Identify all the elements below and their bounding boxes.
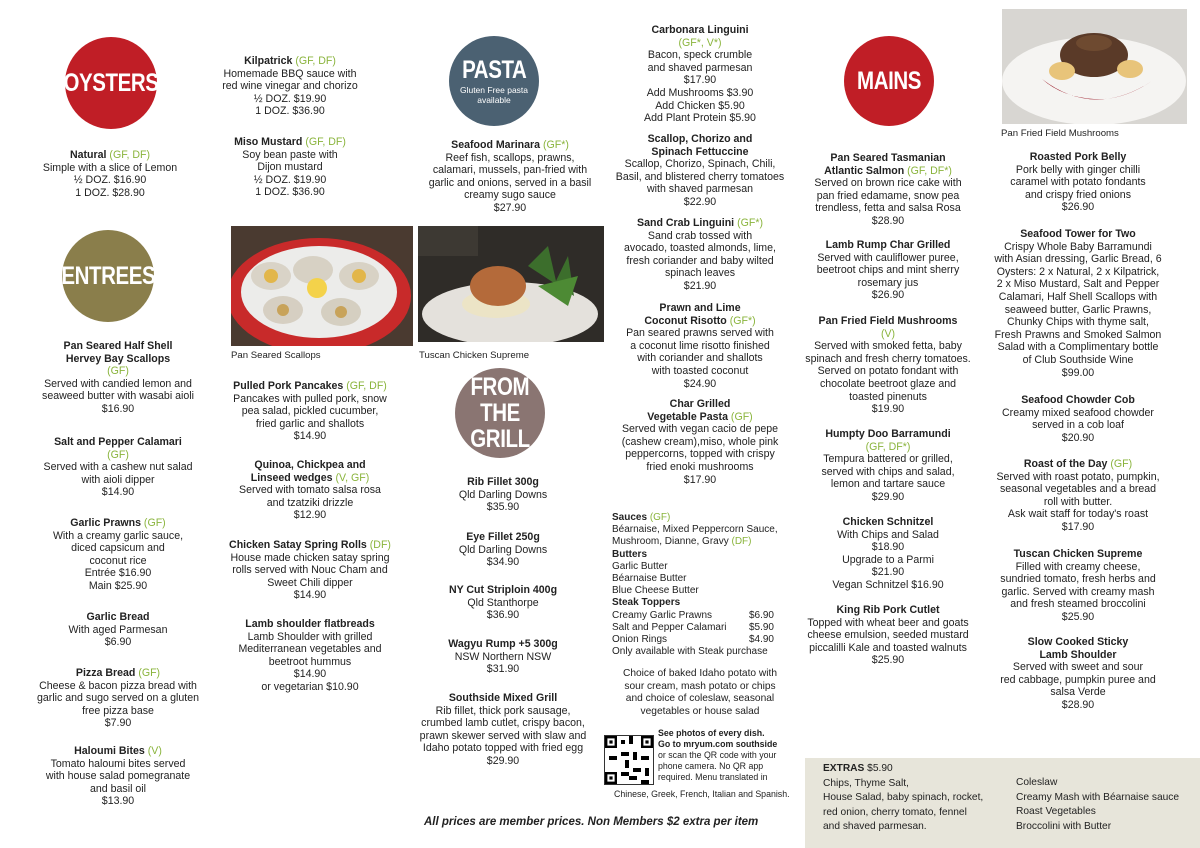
entrees-badge bbox=[62, 230, 154, 322]
qr-code[interactable] bbox=[604, 735, 654, 785]
tuscan-chicken-plate-image bbox=[418, 226, 604, 342]
qr-code-pattern bbox=[605, 736, 653, 784]
pasta-title: PASTA bbox=[461, 56, 527, 84]
menu-item-tuscan-chicken: Tuscan Chicken Supreme Filled with creamy cheese, sundried tomato, fresh herbs and garlic. Served with creamy mash and fresh steamed broccolini $25.90 bbox=[1000, 548, 1156, 623]
menu-item-calamari: Salt and Pepper Calamari (GF) Served with a cashew nut salad with aioli dipper $14.90 bbox=[43, 436, 193, 499]
menu-item-kilpatrick: Kilpatrick (GF, DF) Homemade BBQ sauce with red wine vinegar and chorizo ½ DOZ. $19.90 1 DOZ. $36.90 bbox=[222, 55, 358, 118]
topper-row: Creamy Garlic Prawns $6.90 bbox=[612, 609, 774, 621]
menu-item-seafood-marinara: Seafood Marinara (GF*) Reef fish, scallops, prawns, calamari, mussels, pan-fried with garlic and onions, served in a basil creamy sugo sauce $27.90 bbox=[428, 139, 592, 214]
grill-title-line2: THE GRILL bbox=[470, 399, 530, 453]
qr-instructions: See photos of every dish. Go to mryum.com southside or scan the QR code with your phone camera. No QR app required. Menu translated in bbox=[658, 728, 778, 782]
grill-title-line1: FROM bbox=[470, 373, 530, 401]
menu-item-field-mushrooms: Pan Fried Field Mushrooms (V) Served with smoked fetta, baby spinach and fresh cherry tomatoes. Served on potato fondant with chocolate beetroot glaze and toasted pinenuts $19.90 bbox=[805, 315, 971, 416]
translation-note: Chinese, Greek, French, Italian and Spanish. bbox=[614, 789, 790, 799]
menu-item-spring-rolls: Chicken Satay Spring Rolls (DF) House made chicken satay spring rolls served with Nouc Cham and Sweet Chili dipper $14.90 bbox=[229, 539, 391, 602]
menu-item-haloumi-bites: Haloumi Bites (V) Tomato haloumi bites served with house salad pomegranate and basil oil $13.90 bbox=[45, 745, 191, 808]
extras-panel bbox=[805, 758, 1200, 848]
mains-badge bbox=[844, 36, 934, 126]
entrees-title: ENTREES bbox=[61, 262, 155, 290]
pasta-subtitle: Gluten Free pasta available bbox=[459, 85, 529, 105]
tuscan-chicken-photo bbox=[418, 226, 604, 342]
menu-item-pork-cutlet: King Rib Pork Cutlet Topped with wheat beer and goats cheese emulsion, seeded mustard piccalilli Kale and toasted walnuts $25.90 bbox=[807, 604, 969, 667]
mushrooms-caption: Pan Fried Field Mushrooms bbox=[1001, 128, 1119, 139]
scallops-caption: Pan Seared Scallops bbox=[231, 350, 321, 361]
mushrooms-plate-image bbox=[1002, 9, 1187, 124]
menu-item-barramundi: Humpty Doo Barramundi (GF, DF*) Tempura battered or grilled, served with chips and salad, lemon and tartare sauce $29.90 bbox=[821, 428, 955, 503]
menu-item-seafood-tower: Seafood Tower for Two Crispy Whole Baby Barramundi with Asian dressing, Garlic Bread, 6 Oysters: 2 x Natural, 2 x Kilpatrick, 2 x Miso Mustard, Salt and Pepper Calamari, Half Shell Scallops with seaweed butter, Garlic Prawns, Chunky Chips with thyme salt, Fresh Prawns and Smoked Salmon Salad with a Complimentary bottle of Club Southside Wine $99.00 bbox=[994, 228, 1162, 379]
menu-item-prawn-risotto: Prawn and Lime Coconut Risotto (GF*) Pan seared prawns served with a coconut lime risotto finished with coriander and shallots with toasted coconut $24.90 bbox=[626, 302, 774, 390]
menu-item-garlic-bread: Garlic Bread With aged Parmesan $6.90 bbox=[68, 611, 168, 649]
chicken-caption: Tuscan Chicken Supreme bbox=[419, 350, 530, 361]
menu-item-rib-fillet: Rib Fillet 300g Qld Darling Downs $35.90 bbox=[458, 476, 548, 514]
scallops-plate-image bbox=[231, 226, 413, 346]
menu-item-pork-belly: Roasted Pork Belly Pork belly with ginger chilli caramel with potato fondants and crispy fried onions $26.90 bbox=[1010, 151, 1146, 214]
oysters-badge bbox=[65, 37, 157, 129]
menu-item-wagyu-rump: Wagyu Rump +5 300g NSW Northern NSW $31.90 bbox=[448, 638, 558, 676]
menu-item-vegetable-pasta: Char Grilled Vegetable Pasta (GF) Served with vegan cacio de pepe (cashew cream),miso, whole pink peppercorns, topped with crispy fried enoki mushrooms $17.90 bbox=[621, 398, 779, 486]
scallops-photo bbox=[231, 226, 413, 346]
extras-right: Coleslaw Creamy Mash with Béarnaise sauce Roast Vegetables Broccolini with Butter bbox=[1016, 777, 1180, 832]
menu-item-miso-mustard: Miso Mustard (GF, DF) Soy bean paste with Dijon mustard ½ DOZ. $19.90 1 DOZ. $36.90 bbox=[234, 136, 346, 199]
menu-item-striploin: NY Cut Striploin 400g Qld Stanthorpe $36.90 bbox=[448, 584, 558, 622]
grill-badge bbox=[455, 368, 545, 458]
topper-row: Onion Rings $4.90 bbox=[612, 634, 774, 646]
sauces-section: Sauces (GF) Béarnaise, Mixed Peppercorn Sauce, Mushroom, Dianne, Gravy (DF) Butters Garlic Butter Béarnaise Butter Blue Cheese Butter Steak Toppers Creamy Garlic Prawns $6.90 Salt and Pepper Calamari $5.90 Onion Rings $4.90 Only available with Steak purchase bbox=[612, 512, 778, 658]
oysters-title: OYSTERS bbox=[63, 69, 159, 97]
menu-item-natural: Natural (GF, DF) Simple with a slice of Lemon ½ DOZ. $16.90 1 DOZ. $28.90 bbox=[42, 149, 178, 199]
menu-item-salmon: Pan Seared Tasmanian Atlantic Salmon (GF, DF*) Served on brown rice cake with pan fried edamame, snow pea trendless, fetta and salsa Rosa $28.90 bbox=[814, 152, 962, 227]
extras-left: EXTRAS $5.90 Chips, Thyme Salt, House Salad, baby spinach, rocket, red onion, cherry tomato, fennel and shaved parmesan. bbox=[823, 763, 984, 832]
menu-item-eye-fillet: Eye Fillet 250g Qld Darling Downs $34.90 bbox=[458, 531, 548, 569]
menu-item-schnitzel: Chicken Schnitzel With Chips and Salad $18.90 Upgrade to a Parmi $21.90 Vegan Schnitzel $16.90 bbox=[832, 516, 944, 591]
member-prices-note: All prices are member prices. Non Members $2 extra per item bbox=[424, 816, 759, 828]
topper-row: Salt and Pepper Calamari $5.90 bbox=[612, 621, 774, 633]
menu-item-scallop-fettuccine: Scallop, Chorizo and Spinach Fettuccine Scallop, Chorizo, Spinach, Chili, Basil, and blistered cherry tomatoes with shaved parmesan $22.90 bbox=[615, 133, 785, 208]
menu-item-pizza-bread: Pizza Bread (GF) Cheese & bacon pizza bread with garlic and sugo served on a gluten free pizza base $7.90 bbox=[37, 667, 199, 730]
menu-item-mixed-grill: Southside Mixed Grill Rib fillet, thick pork sausage, crumbed lamb cutlet, crispy bacon, prawn skewer served with slaw and Idaho potato topped with fried egg $29.90 bbox=[419, 692, 587, 767]
menu-item-quinoa-wedges: Quinoa, Chickpea and Linseed wedges (V, GF) Served with tomato salsa rosa and tzatziki drizzle $12.90 bbox=[239, 459, 381, 522]
menu-item-scallops: Pan Seared Half Shell Hervey Bay Scallops (GF) Served with candied lemon and seaweed butter with wasabi aioli $16.90 bbox=[42, 340, 194, 415]
pasta-badge bbox=[449, 36, 539, 126]
menu-item-lamb-shoulder: Slow Cooked Sticky Lamb Shoulder Served with sweet and sour red cabbage, pumpkin puree and salsa Verde $28.90 bbox=[1000, 636, 1156, 711]
menu-item-garlic-prawns: Garlic Prawns (GF) With a creamy garlic sauce, diced capsicum and coconut rice Entrée $16.90 Main $25.90 bbox=[52, 517, 184, 592]
menu-item-lamb-flatbreads: Lamb shoulder flatbreads Lamb Shoulder with grilled Mediterranean vegetables and beetroot hummus $14.90 or vegetarian $10.90 bbox=[238, 618, 382, 693]
menu-item-chowder-cob: Seafood Chowder Cob Creamy mixed seafood chowder served in a cob loaf $20.90 bbox=[1002, 394, 1154, 444]
menu-item-pulled-pork: Pulled Pork Pancakes (GF, DF) Pancakes with pulled pork, snow pea salad, pickled cucumber, fried garlic and shallots $14.90 bbox=[233, 380, 387, 443]
menu-item-roast-of-the-day: Roast of the Day (GF) Served with roast potato, pumpkin, seasonal vegetables and a bread roll with butter. Ask wait staff for today's roast $17.90 bbox=[996, 458, 1160, 533]
menu-item-sand-crab: Sand Crab Linguini (GF*) Sand crab tossed with avocado, toasted almonds, lime, fresh coriander and baby wilted spinach leaves $21.90 bbox=[624, 217, 776, 292]
mushrooms-photo bbox=[1002, 9, 1187, 124]
mains-title: MAINS bbox=[856, 67, 922, 95]
menu-item-lamb-rump: Lamb Rump Char Grilled Served with cauliflower puree, beetroot chips and mint sherry rosemary jus $26.90 bbox=[816, 239, 960, 302]
menu-item-carbonara: Carbonara Linguini (GF*, V*) Bacon, speck crumble and shaved parmesan $17.90 Add Mushrooms $3.90 Add Chicken $5.90 Add Plant Protein $5.90 bbox=[644, 24, 756, 125]
potato-choice-note: Choice of baked Idaho potato with sour cream, mash potato or chips and choice of coleslaw, seasonal vegetables or house salad bbox=[622, 668, 778, 717]
